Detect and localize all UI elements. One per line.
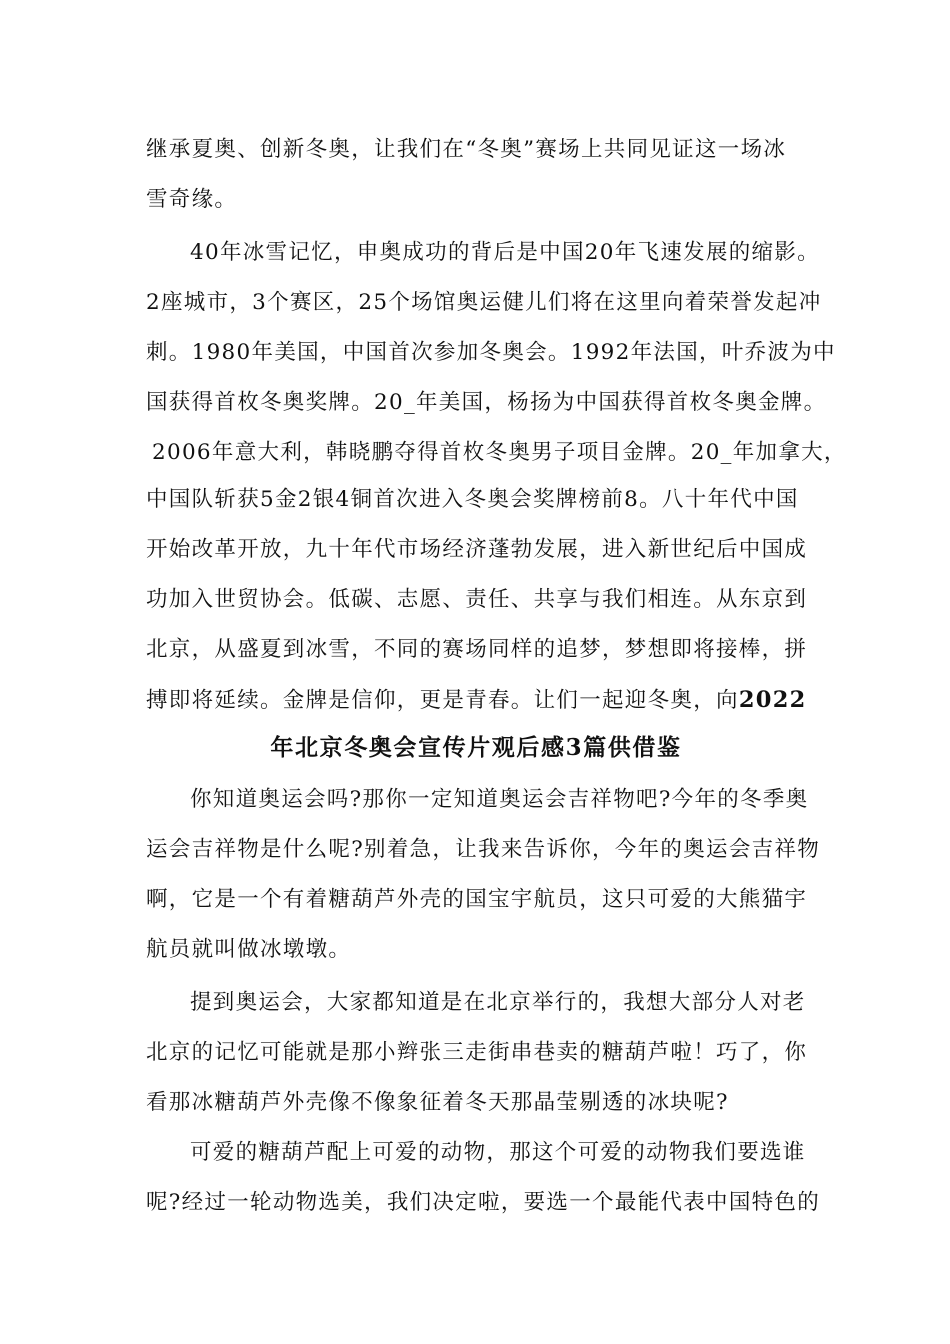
paragraph-line: 中国队斩获5金2银4铜首次进入冬奥会奖牌榜前8。八十年代中国 <box>146 487 799 512</box>
paragraph-text: 搏即将延续。金牌是信仰，更是青春。让们一起迎冬奥，向 <box>146 688 739 713</box>
paragraph-line: 航员就叫做冰墩墩。 <box>146 937 352 962</box>
paragraph-line: 40年冰雪记忆，申奥成功的背后是中国20年飞速发展的缩影。 <box>190 240 820 265</box>
paragraph-line: 开始改革开放，九十年代市场经济蓬勃发展，进入新世纪后中国成 <box>146 537 808 562</box>
paragraph-line-with-title-start <box>146 680 806 720</box>
paragraph-line: 北京的记忆可能就是那小辫张三走街串巷卖的糖葫芦啦！巧了，你 <box>146 1040 808 1065</box>
paragraph-line: 你知道奥运会吗?那你一定知道奥运会吉祥物吧?今年的冬季奥 <box>190 787 809 812</box>
paragraph-line: 啊，它是一个有着糖葫芦外壳的国宝宇航员，这只可爱的大熊猫宇 <box>146 887 808 912</box>
paragraph-line: 雪奇缘。 <box>146 187 238 212</box>
paragraph-line: 国获得首枚冬奥奖牌。20_年美国，杨扬为中国获得首枚冬奥金牌。 <box>146 390 827 415</box>
paragraph-line: 刺。1980年美国，中国首次参加冬奥会。1992年法国，叶乔波为中 <box>146 340 836 365</box>
paragraph-line: 提到奥运会，大家都知道是在北京举行的，我想大部分人对老 <box>190 990 806 1015</box>
document-title: 年北京冬奥会宣传片观后感3篇供借鉴 <box>270 734 682 761</box>
paragraph-line: 功加入世贸协会。低碳、志愿、责任、共享与我们相连。从东京到 <box>146 587 808 612</box>
paragraph-line: 继承夏奥、创新冬奥，让我们在“冬奥”赛场上共同见证这一场冰 <box>146 137 787 162</box>
paragraph-line: 2座城市，3个赛区，25个场馆奥运健儿们将在这里向着荣誉发起冲 <box>146 290 822 315</box>
paragraph-line: 看那冰糖葫芦外壳像不像象征着冬天那晶莹剔透的冰块呢? <box>146 1090 729 1115</box>
title-year: 2022 <box>738 687 807 713</box>
paragraph-line: 北京，从盛夏到冰雪，不同的赛场同样的追梦，梦想即将接棒，拼 <box>146 637 808 662</box>
paragraph-line: 运会吉祥物是什么呢?别着急，让我来告诉你，今年的奥运会吉祥物 <box>146 837 821 862</box>
paragraph-line: 2006年意大利，韩晓鹏夺得首枚冬奥男子项目金牌。20_年加拿大， <box>152 440 847 465</box>
paragraph-line: 呢?经过一轮动物选美，我们决定啦，要选一个最能代表中国特色的 <box>146 1190 821 1215</box>
paragraph-line: 可爱的糖葫芦配上可爱的动物，那这个可爱的动物我们要选谁 <box>190 1140 806 1165</box>
